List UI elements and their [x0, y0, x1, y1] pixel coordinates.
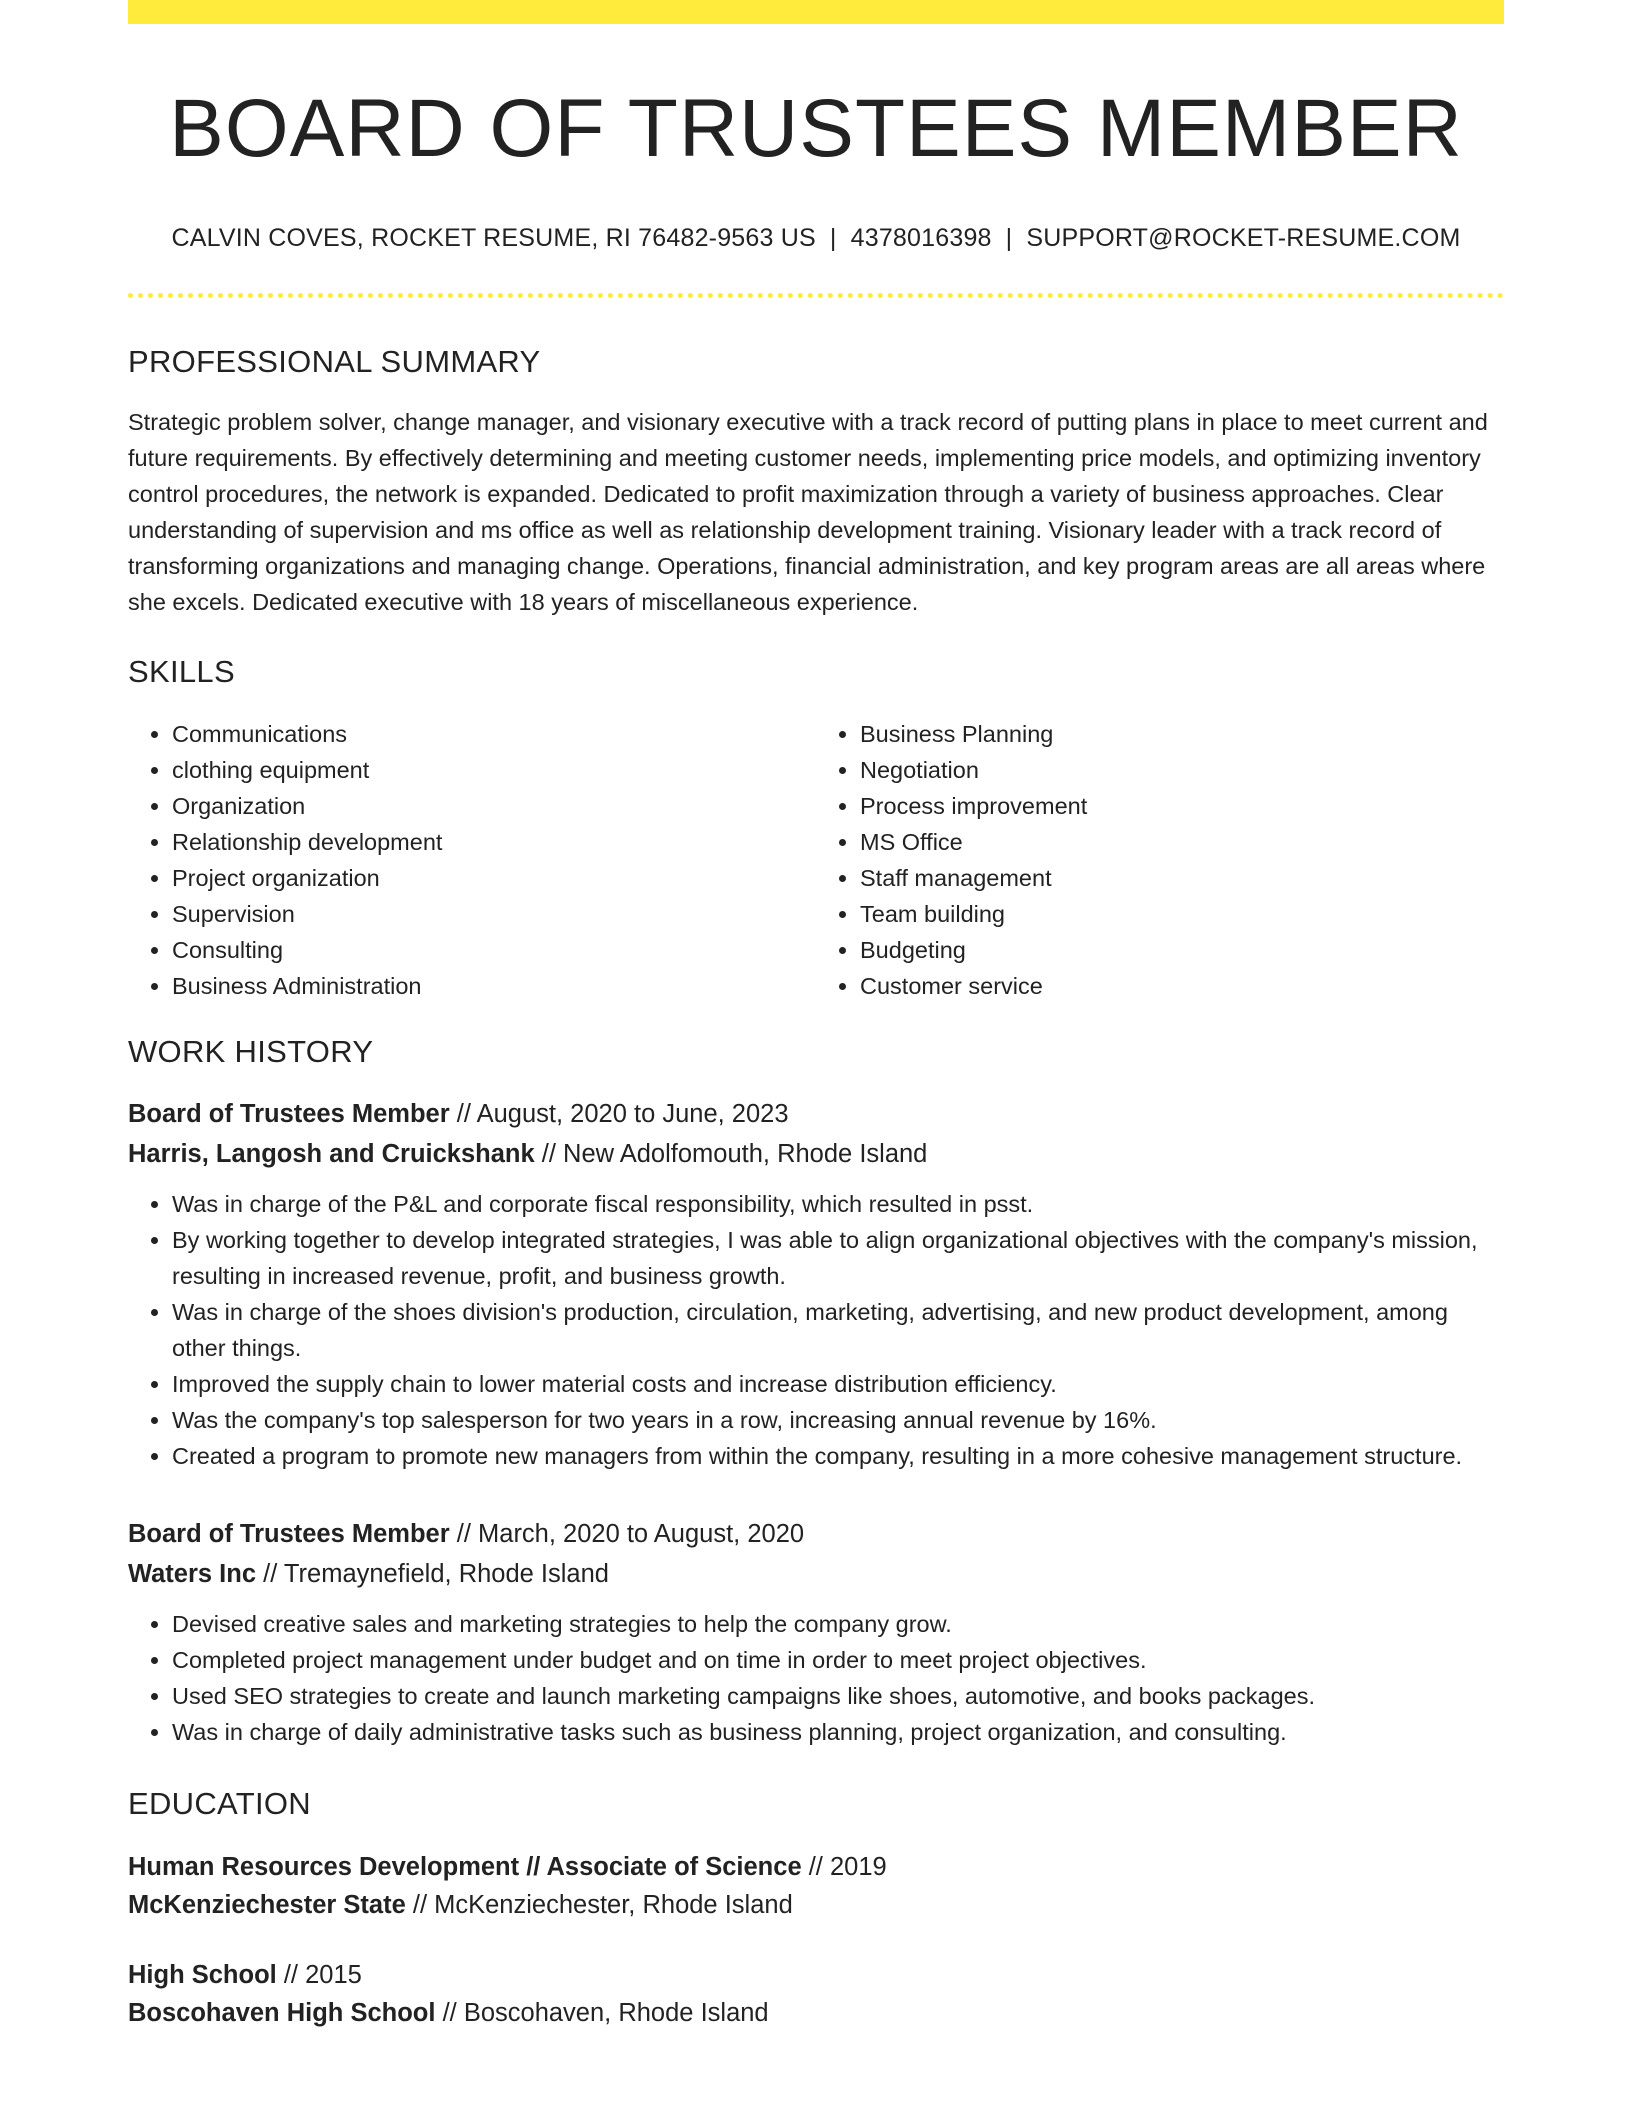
job-bullet: • Completed project management under budget and on time in order to meet project objectives.	[172, 1642, 1504, 1678]
job-company: Harris, Langosh and Cruickshank	[128, 1140, 535, 1169]
skill-item: • Business Planning	[860, 716, 1504, 752]
skill-item: • Project organization	[172, 860, 816, 896]
job-bullet: • Was in charge of the P&L and corporate fiscal responsibility, which resulted in psst.	[172, 1186, 1504, 1222]
job-entry	[128, 1514, 1504, 1750]
skill-item: • Negotiation	[860, 752, 1504, 788]
education-degree-line	[128, 1956, 1504, 1994]
education-school: Boscohaven High School	[128, 1999, 436, 2028]
job-title-line	[128, 1514, 1504, 1554]
resume-page	[128, 0, 1504, 2032]
job-bullet: • Was in charge of daily administrative tasks such as business planning, project organization, and consulting.	[172, 1714, 1504, 1750]
education-degree: Human Resources Development // Associate of Science	[128, 1853, 802, 1882]
skills-list-right	[816, 716, 1504, 1004]
job-company: Waters Inc	[128, 1560, 257, 1589]
skills-section	[128, 654, 1504, 1004]
job-bullet: • Was the company's top salesperson for two years in a row, increasing annual revenue by 16%.	[172, 1402, 1504, 1438]
skills-list-left	[128, 716, 816, 1004]
skill-item: • Budgeting	[860, 932, 1504, 968]
contact-line	[128, 224, 1504, 253]
job-title: Board of Trustees Member	[128, 1100, 450, 1129]
contact-email: SUPPORT@ROCKET-RESUME.COM	[1026, 224, 1461, 253]
skill-item: • Relationship development	[172, 824, 816, 860]
summary-heading: PROFESSIONAL SUMMARY	[128, 344, 541, 380]
education-school-line	[128, 1994, 1504, 2032]
education-year: // 2019	[808, 1853, 887, 1882]
education-school-line	[128, 1886, 1504, 1924]
dotted-divider	[128, 293, 1504, 298]
job-bullet: • Was in charge of the shoes division's production, circulation, marketing, advertising, and new product development, among other things.	[172, 1294, 1504, 1366]
job-dates: // August, 2020 to June, 2023	[456, 1100, 789, 1129]
education-heading: EDUCATION	[128, 1786, 311, 1822]
skill-item: • Communications	[172, 716, 816, 752]
summary-section	[128, 344, 1504, 620]
skill-item: • Team building	[860, 896, 1504, 932]
job-bullet: • Improved the supply chain to lower material costs and increase distribution efficiency.	[172, 1366, 1504, 1402]
skill-item: • Process improvement	[860, 788, 1504, 824]
contact-address: CALVIN COVES, ROCKET RESUME, RI 76482-9563 US	[171, 224, 816, 253]
skill-item: • Supervision	[172, 896, 816, 932]
job-location: // Tremaynefield, Rhode Island	[263, 1560, 609, 1589]
education-degree: High School	[128, 1961, 277, 1990]
job-bullet: • Devised creative sales and marketing strategies to help the company grow.	[172, 1606, 1504, 1642]
work-history-heading: WORK HISTORY	[128, 1034, 374, 1070]
skill-item: • Business Administration	[172, 968, 816, 1004]
contact-phone: 4378016398	[850, 224, 992, 253]
summary-text: Strategic problem solver, change manager, and visionary executive with a track record of putting plans in place to meet current and future requirements. By effectively determining and meeting customer needs, implementing price models, and optimizing inventory control procedures, the network is expanded. Dedicated to profit maximization through a variety of business approaches. Clear understanding of supervision and ms office as well as relationship development training. Visionary leader with a track record of transforming organizations and managing change. Operations, financial administration, and key program areas are all areas where she excels. Dedicated executive with 18 years of miscellaneous experience.	[128, 409, 1488, 616]
education-location: // Boscohaven, Rhode Island	[442, 1999, 769, 2028]
job-company-line	[128, 1134, 1504, 1174]
job-company-line	[128, 1554, 1504, 1594]
job-bullets	[128, 1606, 1504, 1750]
contact-separator: |	[829, 224, 837, 253]
work-history-section	[128, 1034, 1504, 1750]
resume-name: BOARD OF TRUSTEES MEMBER	[169, 83, 1463, 174]
education-entry	[128, 1956, 1504, 2032]
job-bullets	[128, 1186, 1504, 1474]
skill-item: • Organization	[172, 788, 816, 824]
education-degree-line	[128, 1848, 1504, 1886]
job-bullet: • By working together to develop integrated strategies, I was able to align organizational objectives with the company's mission, resulting in increased revenue, profit, and business growth.	[172, 1222, 1504, 1294]
job-bullet: • Used SEO strategies to create and launch marketing campaigns like shoes, automotive, and books packages.	[172, 1678, 1504, 1714]
skills-heading: SKILLS	[128, 654, 235, 690]
education-location: // McKenziechester, Rhode Island	[412, 1891, 793, 1920]
job-title: Board of Trustees Member	[128, 1520, 450, 1549]
skill-item: • Consulting	[172, 932, 816, 968]
education-entry	[128, 1848, 1504, 1924]
job-entry	[128, 1094, 1504, 1474]
education-school: McKenziechester State	[128, 1891, 406, 1920]
skill-item: • clothing equipment	[172, 752, 816, 788]
skill-item: • MS Office	[860, 824, 1504, 860]
skills-columns	[128, 716, 1504, 1004]
top-accent-bar	[128, 0, 1504, 24]
job-dates: // March, 2020 to August, 2020	[456, 1520, 805, 1549]
contact-separator: |	[1005, 224, 1013, 253]
skill-item: • Customer service	[860, 968, 1504, 1004]
job-location: // New Adolfomouth, Rhode Island	[541, 1140, 928, 1169]
job-bullet: • Created a program to promote new managers from within the company, resulting in a more cohesive management structure.	[172, 1438, 1504, 1474]
skill-item: • Staff management	[860, 860, 1504, 896]
education-section	[128, 1786, 1504, 2032]
job-title-line	[128, 1094, 1504, 1134]
education-year: // 2015	[283, 1961, 362, 1990]
